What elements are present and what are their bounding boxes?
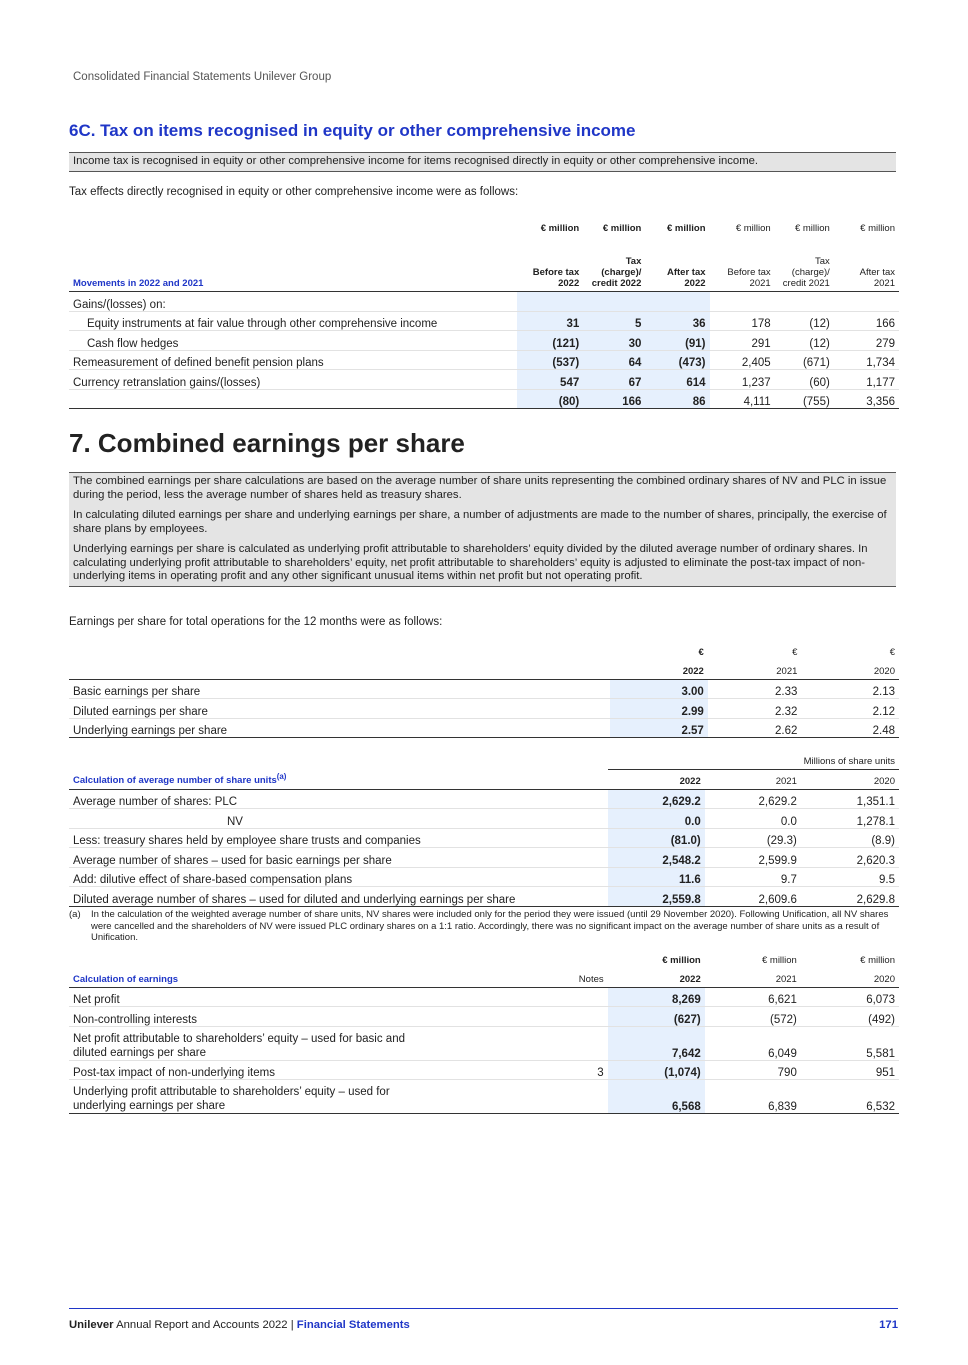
footer-section-link[interactable]: Financial Statements (296, 1319, 410, 1331)
row-label: Cash flow hedges (69, 331, 517, 351)
cell-value: 2,629.8 (801, 887, 899, 907)
cell-value: 547 (517, 370, 583, 390)
policy-box-6c: Income tax is recognised in equity or other comprehensive income for items recognised directly in equity or other comprehensive income. (69, 152, 896, 172)
unit-label: € million (666, 222, 706, 234)
unit-label: € (698, 646, 704, 658)
row-label: Underlying earnings per share (69, 718, 610, 738)
eps-table (69, 640, 899, 738)
year-header: 2021 (708, 660, 802, 680)
cell-value: 6,568 (608, 1080, 705, 1114)
blank (69, 948, 608, 968)
cell-value: 1,177 (834, 370, 899, 390)
policy-paragraph: Underlying earnings per share is calculated as underlying profit attributable to shareholders’ equity divided by the diluted average number of ordinary shares. In calculating underlying profit attributable to shareholders’ equity, net profit attributable to shareholders’ equity is adjusted to eliminate the post-tax impact of non-underlying items in operating profit and any other significant unusual items within net profit but not operating profit. (73, 543, 868, 582)
cell-value: 6,621 (705, 987, 801, 1007)
row-label: Net profit attributable to shareholders’ equity – used for basic and diluted earnings per share (69, 1026, 548, 1060)
cell-value: (121) (517, 331, 583, 351)
cell-value: 614 (645, 370, 709, 390)
units-row (69, 750, 899, 770)
cell-value: 0.0 (705, 809, 801, 829)
cell-value: 2.57 (610, 718, 708, 738)
cell-value: 3.00 (610, 679, 708, 699)
unit-label: € million (794, 222, 830, 234)
running-header: Consolidated Financial Statements Unilever Group (73, 71, 332, 83)
footnote-key: (a) (69, 909, 81, 920)
cell-value: 6,839 (705, 1080, 801, 1114)
cell-value: 2.99 (610, 699, 708, 719)
row-label: Net profit (69, 987, 548, 1007)
unit-label: € million (761, 954, 797, 966)
cell-value: (29.3) (705, 828, 801, 848)
year-header: 2020 (801, 968, 899, 988)
cell-value: 2,629.2 (705, 789, 801, 809)
note-ref: 3 (548, 1060, 608, 1080)
cell-value: 291 (710, 331, 775, 351)
unit-label: € million (602, 222, 642, 234)
table-row (69, 867, 899, 887)
cell-value: 7,642 (608, 1026, 705, 1060)
row-label: Equity instruments at fair value through other comprehensive income (69, 311, 517, 331)
cell-value: 30 (583, 331, 645, 351)
cell-value: 2,405 (710, 350, 775, 370)
unit-label: € million (860, 222, 895, 234)
cell-value: (1,074) (608, 1060, 705, 1080)
row-label: Average number of shares: PLC (69, 789, 608, 809)
cell-value: 6,532 (801, 1080, 899, 1114)
cell-value: 5 (583, 311, 645, 331)
row-label: Average number of shares – used for basic earnings per share (69, 848, 608, 868)
table-row (69, 789, 899, 809)
cell-value: 11.6 (608, 867, 705, 887)
row-label: Diluted average number of shares – used for diluted and underlying earnings per share (69, 887, 608, 907)
cell-value: 36 (645, 311, 709, 331)
row-label: Currency retranslation gains/(losses) (69, 370, 517, 390)
cell-value: 2,599.9 (705, 848, 801, 868)
cell-value: 2,548.2 (608, 848, 705, 868)
cell-value: 4,111 (710, 389, 775, 409)
notes-header: Notes (548, 968, 608, 988)
policy-paragraph: In calculating diluted earnings per share and underlying earnings per share, a number of adjustments are made to the number of shares, principally, the exercise of share plans by employees. (73, 509, 887, 535)
footnote-a (69, 909, 899, 944)
cell-value: 1,278.1 (801, 809, 899, 829)
note-ref (548, 987, 608, 1007)
cell-value: 64 (583, 350, 645, 370)
row-label: Underlying profit attributable to shareholders’ equity – used for underlying earnings per share (69, 1080, 548, 1114)
table-row (69, 828, 899, 848)
table-row (69, 370, 899, 390)
table-row (69, 679, 899, 699)
cell-value: 2.13 (801, 679, 899, 699)
table-row (69, 809, 899, 829)
row-label: Non-controlling interests (69, 1007, 548, 1027)
cell-value: 2,620.3 (801, 848, 899, 868)
table-caption (69, 660, 610, 680)
cell-value: (8.9) (801, 828, 899, 848)
unit-label: € million (662, 954, 701, 966)
share-units-table (69, 750, 899, 907)
table-row (69, 1060, 899, 1080)
table-row (69, 718, 899, 738)
table-row (69, 1007, 899, 1027)
cell-value: (12) (775, 311, 834, 331)
table-row (69, 699, 899, 719)
cell-value (710, 292, 775, 312)
footer-brand: Unilever (69, 1319, 114, 1331)
cell-value: (80) (517, 389, 583, 409)
column-header: Before tax 2021 (710, 236, 775, 292)
year-header-row (69, 968, 899, 988)
year-header: 2020 (801, 660, 899, 680)
table-caption: Movements in 2022 and 2021 (69, 236, 517, 292)
section-7-title: 7. Combined earnings per share (69, 428, 465, 458)
cell-value (645, 292, 709, 312)
year-header: 2022 (610, 660, 708, 680)
year-header: 2020 (801, 770, 899, 790)
cell-value: (537) (517, 350, 583, 370)
column-header: Tax (charge)/ credit 2022 (583, 236, 645, 292)
row-label: Less: treasury shares held by employee share trusts and companies (69, 828, 608, 848)
cell-value: 0.0 (608, 809, 705, 829)
cell-value: 2.48 (801, 718, 899, 738)
unit-label: € million (735, 222, 771, 234)
table-row (69, 331, 899, 351)
blank (69, 216, 517, 236)
unit-label: € (792, 646, 798, 658)
column-header-row (69, 236, 899, 292)
unit-label: € million (540, 222, 580, 234)
note-ref (548, 1080, 608, 1114)
units-row (69, 640, 899, 660)
column-header: Tax (charge)/ credit 2021 (775, 236, 834, 292)
earnings-table (69, 948, 899, 1114)
cell-value (834, 292, 899, 312)
cell-value (517, 292, 583, 312)
year-header: 2022 (608, 770, 705, 790)
cell-value: (627) (608, 1007, 705, 1027)
year-header: 2022 (608, 968, 705, 988)
page-number: 171 (879, 1319, 898, 1331)
cell-value: 6,049 (705, 1026, 801, 1060)
blank (69, 750, 608, 770)
cell-value: 31 (517, 311, 583, 331)
cell-value: 166 (834, 311, 899, 331)
column-header: After tax 2022 (645, 236, 709, 292)
cell-value: 2.33 (708, 679, 802, 699)
page-footer (69, 1308, 898, 1331)
cell-value: 2,609.6 (705, 887, 801, 907)
year-header: 2021 (705, 968, 801, 988)
units-label: Millions of share units (608, 750, 899, 770)
policy-paragraph: The combined earnings per share calculations are based on the average number of share units representing the combined ordinary shares of NV and PLC in issue during the period, less the average number of shares held as treasury shares. (73, 475, 887, 501)
cell-value: 2.62 (708, 718, 802, 738)
cell-value: 279 (834, 331, 899, 351)
section-6c-title: 6C. Tax on items recognised in equity or other comprehensive income (69, 121, 636, 140)
row-label: NV (69, 809, 608, 829)
cell-value: 9.5 (801, 867, 899, 887)
year-header-row (69, 660, 899, 680)
tax-equity-table (69, 216, 899, 409)
cell-value: 8,269 (608, 987, 705, 1007)
table-row (69, 311, 899, 331)
cell-value: (12) (775, 331, 834, 351)
row-label (69, 389, 517, 409)
row-label: Gains/(losses) on: (69, 292, 517, 312)
cell-value: 2.32 (708, 699, 802, 719)
cell-value (583, 292, 645, 312)
table-caption: Calculation of earnings (69, 968, 548, 988)
row-label: Post-tax impact of non-underlying items (69, 1060, 548, 1080)
cell-value: 5,581 (801, 1026, 899, 1060)
unit-label: € million (860, 954, 895, 966)
policy-box-7 (69, 472, 896, 587)
cell-value: 178 (710, 311, 775, 331)
year-header: 2021 (705, 770, 801, 790)
cell-value (775, 292, 834, 312)
table-row (69, 987, 899, 1007)
table-row (69, 887, 899, 907)
cell-value: (492) (801, 1007, 899, 1027)
cell-value: (91) (645, 331, 709, 351)
cell-value: 2,559.8 (608, 887, 705, 907)
units-row (69, 948, 899, 968)
cell-value: (572) (705, 1007, 801, 1027)
units-row (69, 216, 899, 236)
cell-value: 86 (645, 389, 709, 409)
table-row (69, 292, 899, 312)
row-label: Add: dilutive effect of share-based compensation plans (69, 867, 608, 887)
row-label: Remeasurement of defined benefit pension plans (69, 350, 517, 370)
cell-value: 1,351.1 (801, 789, 899, 809)
table-row (69, 1080, 899, 1114)
column-header: Before tax 2022 (517, 236, 583, 292)
intro-7: Earnings per share for total operations for the 12 months were as follows: (69, 616, 443, 628)
table-row (69, 389, 899, 409)
row-label: Diluted earnings per share (69, 699, 610, 719)
row-label: Basic earnings per share (69, 679, 610, 699)
cell-value: (755) (775, 389, 834, 409)
note-ref (548, 1007, 608, 1027)
intro-6c: Tax effects directly recognised in equity or other comprehensive income were as follows: (69, 186, 519, 198)
cell-value: 2,629.2 (608, 789, 705, 809)
cell-value: 951 (801, 1060, 899, 1080)
cell-value: 6,073 (801, 987, 899, 1007)
cell-value: (473) (645, 350, 709, 370)
cell-value: (671) (775, 350, 834, 370)
table-row (69, 1026, 899, 1060)
footer-text: Annual Report and Accounts 2022 | (113, 1319, 297, 1331)
cell-value: (60) (775, 370, 834, 390)
table-row (69, 350, 899, 370)
cell-value: 2.12 (801, 699, 899, 719)
cell-value: (81.0) (608, 828, 705, 848)
unit-label: € (889, 646, 895, 658)
footnote-text: In the calculation of the weighted average number of share units, NV shares were included only for the period they were issued (until 29 November 2020). Following Unification, all NV shares were cancelled and the shareholders of NV were issued PLC ordinary shares on a 1:1 ratio. Accordingly, there was no significant impact on the average number of share units as a result of Unification. (91, 909, 889, 943)
cell-value: 790 (705, 1060, 801, 1080)
cell-value: 166 (583, 389, 645, 409)
year-header-row (69, 770, 899, 790)
table-row (69, 848, 899, 868)
cell-value: 1,237 (710, 370, 775, 390)
blank (69, 640, 610, 660)
column-header: After tax 2021 (834, 236, 899, 292)
footnote-ref: (a) (276, 772, 287, 782)
cell-value: 1,734 (834, 350, 899, 370)
cell-value: 3,356 (834, 389, 899, 409)
cell-value: 9.7 (705, 867, 801, 887)
table-caption: Calculation of average number of share units$^{(a)}$ (69, 770, 608, 790)
note-ref (548, 1026, 608, 1060)
cell-value: 67 (583, 370, 645, 390)
